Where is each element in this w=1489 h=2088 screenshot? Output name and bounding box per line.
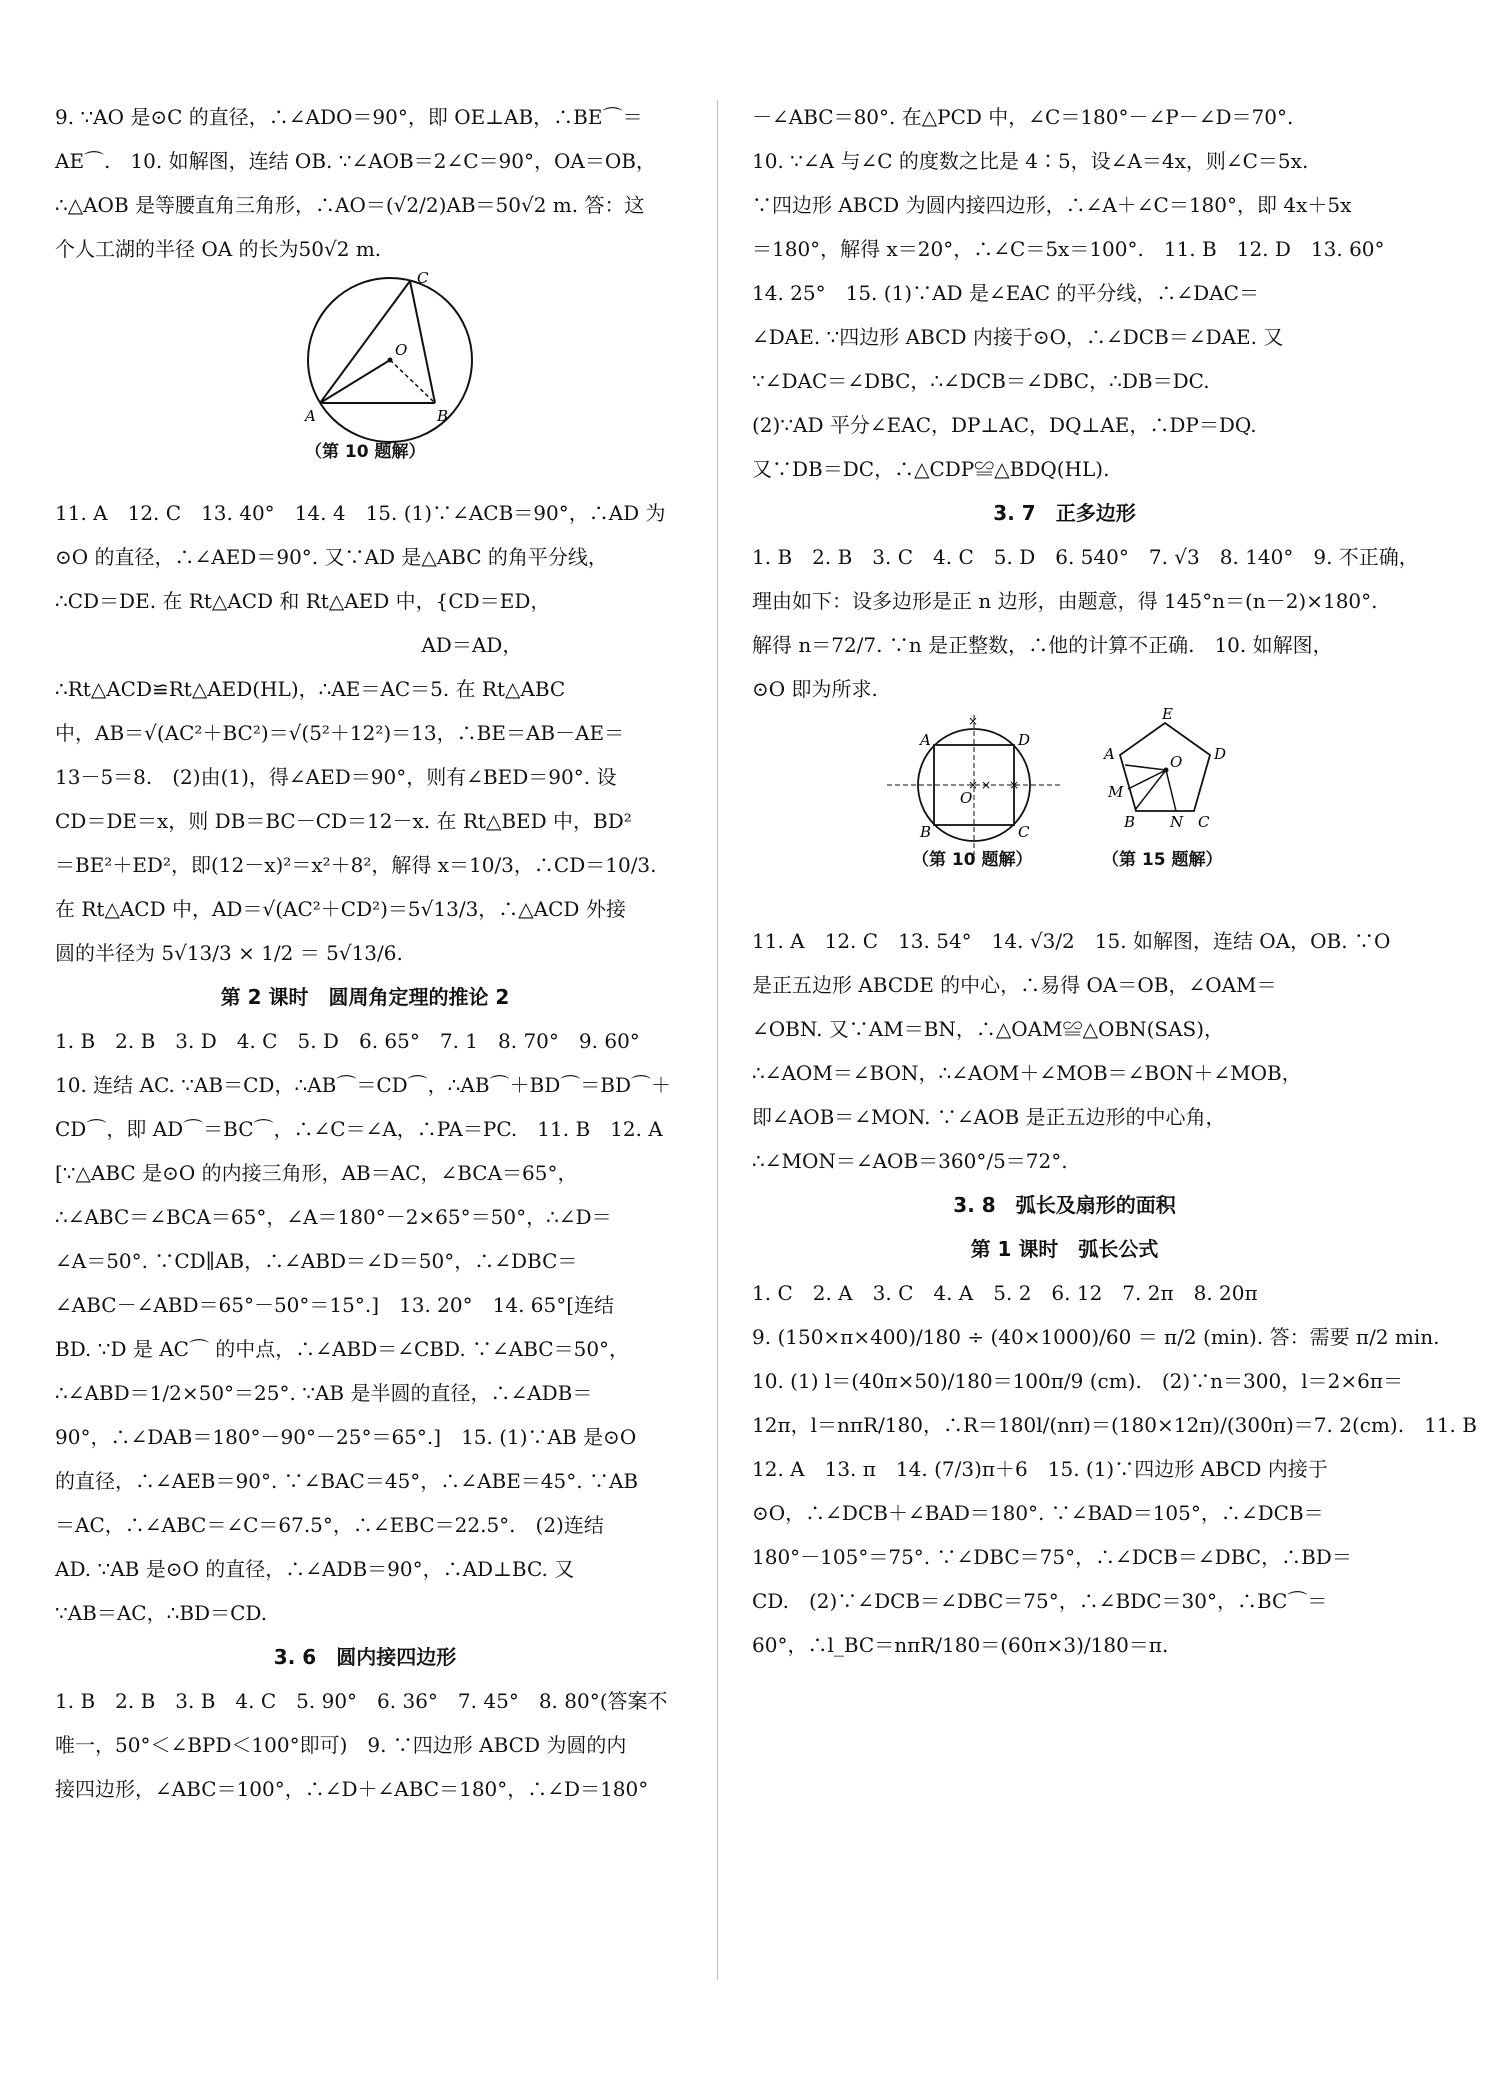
text-line: ∵AB＝AC，∴BD＝CD. bbox=[55, 1601, 268, 1625]
text-line: ⊙O 的直径，∴∠AED＝90°. 又∵AD 是△ABC 的角平分线， bbox=[55, 545, 608, 569]
text-line: 的直径，∴∠AEB＝90°. ∵∠BAC＝45°，∴∠ABE＝45°. ∵AB bbox=[55, 1469, 639, 1493]
label-A: A bbox=[1104, 745, 1115, 763]
text-line: 1. C 2. A 3. C 4. A 5. 2 6. 12 7. 2π 8. 20π bbox=[752, 1281, 1258, 1305]
label-A: A bbox=[920, 731, 931, 749]
text-line: 接四边形，∠ABC＝100°，∴∠D＋∠ABC＝180°，∴∠D＝180° bbox=[55, 1777, 649, 1801]
text-line: ∠ABC－∠ABD＝65°－50°＝15°.] 13. 20° 14. 65°[连结 bbox=[55, 1293, 615, 1317]
text-line: 180°－105°＝75°. ∵∠DBC＝75°，∴∠DCB＝∠DBC，∴BD＝ bbox=[752, 1545, 1352, 1569]
figure-10-circle bbox=[55, 269, 675, 487]
text-line: 9. (150×π×400)/180 ÷ (40×1000)/60 ＝ π/2 (min). 答：需要 π/2 min. bbox=[752, 1325, 1440, 1349]
text-line: ＝BE²＋ED²，即(12－x)²＝x²＋8²，解得 x＝10/3，∴CD＝10/3. bbox=[55, 853, 657, 877]
label-D: D bbox=[1214, 745, 1227, 763]
text-line: ∴∠ABD＝1/2×50°＝25°. ∵AB 是半圆的直径，∴∠ADB＝ bbox=[55, 1381, 593, 1405]
label-O: O bbox=[960, 789, 973, 807]
right-block-1 bbox=[752, 95, 1385, 491]
label-B: B bbox=[920, 823, 932, 841]
text-line: 11. A 12. C 13. 40° 14. 4 15. (1)∵∠ACB＝90°，∴AD 为 bbox=[55, 501, 666, 525]
text-line: －∠ABC＝80°. 在△PCD 中，∠C＝180°－∠P－∠D＝70°. bbox=[752, 105, 1294, 129]
text-line: 60°，∴l_BC＝nπR/180＝(60π×3)/180＝π. bbox=[752, 1633, 1169, 1657]
label-O: O bbox=[1170, 753, 1183, 771]
text-line: ＝AC，∴∠ABC＝∠C＝67.5°，∴∠EBC＝22.5°. (2)连结 bbox=[55, 1513, 604, 1537]
text-line: ∴∠MON＝∠AOB＝360°/5＝72°. bbox=[752, 1149, 1068, 1173]
text-line: ∴∠AOM＝∠BON，∴∠AOM＋∠MOB＝∠BON＋∠MOB， bbox=[752, 1061, 1302, 1085]
text-line: 在 Rt△ACD 中，AD＝√(AC²＋CD²)＝5√13/3，∴△ACD 外接 bbox=[55, 897, 626, 921]
text-line: 90°，∴∠DAB＝180°－90°－25°＝65°.] 15. (1)∵AB 是⊙O bbox=[55, 1425, 637, 1449]
text-line: CD. (2)∵∠DCB＝∠DBC＝75°，∴∠BDC＝30°，∴BC⌒＝ bbox=[752, 1589, 1328, 1613]
label-B: B bbox=[1124, 813, 1136, 831]
section-heading: 3. 8 弧长及扇形的面积 bbox=[953, 1193, 1176, 1217]
label-B: B bbox=[437, 407, 449, 425]
right-block-2 bbox=[752, 535, 1419, 711]
text-line: 理由如下：设多边形是正 n 边形，由题意，得 145°n＝(n－2)×180°. bbox=[752, 589, 1378, 613]
left-block-2 bbox=[55, 491, 675, 975]
section-heading: 3. 7 正多边形 bbox=[993, 501, 1136, 525]
right-column bbox=[752, 95, 1477, 1667]
subsection-heading: 第 1 课时 弧长公式 bbox=[970, 1237, 1159, 1261]
text-line: 14. 25° 15. (1)∵AD 是∠EAC 的平分线，∴∠DAC＝ bbox=[752, 281, 1259, 305]
left-block-3 bbox=[55, 1019, 675, 1635]
text-line: 12π，l＝nπR/180，∴R＝180l/(nπ)＝(180×12π)/(300π)＝7. 2(cm). 11. B bbox=[752, 1413, 1477, 1437]
text-line: BD. ∵D 是 AC⌒ 的中点，∴∠ABD＝∠CBD. ∵∠ABC＝50°， bbox=[55, 1337, 630, 1361]
text-line: 11. A 12. C 13. 54° 14. √3/2 15. 如解图，连结 OA，OB. ∵O bbox=[752, 929, 1391, 953]
text-line: 即∠AOB＝∠MON. ∵∠AOB 是正五边形的中心角， bbox=[752, 1105, 1226, 1129]
left-block-1 bbox=[55, 95, 675, 271]
text-line: 13－5＝8. (2)由(1)，得∠AED＝90°，则有∠BED＝90°. 设 bbox=[55, 765, 617, 789]
figures-10-15 bbox=[752, 705, 1377, 915]
text-line: ∵四边形 ABCD 为圆内接四边形，∴∠A＋∠C＝180°，即 4x＋5x bbox=[752, 193, 1352, 217]
text-line: ∠DAE. ∵四边形 ABCD 内接于⊙O，∴∠DCB＝∠DAE. 又 bbox=[752, 325, 1284, 349]
label-N: N bbox=[1170, 813, 1184, 831]
text-line: [∵△ABC 是⊙O 的内接三角形，AB＝AC，∠BCA＝65°， bbox=[55, 1161, 578, 1185]
section-heading: 第 2 课时 圆周角定理的推论 2 bbox=[220, 985, 510, 1009]
text-line: 1. B 2. B 3. C 4. C 5. D 6. 540° 7. √3 8. 140° 9. 不正确， bbox=[752, 545, 1419, 569]
column-divider bbox=[717, 100, 718, 1980]
figure-caption: （第 10 题解） bbox=[912, 850, 1033, 870]
text-line: 1. B 2. B 3. B 4. C 5. 90° 6. 36° 7. 45° 8. 80°(答案不 bbox=[55, 1689, 668, 1713]
text-line: 10. ∵∠A 与∠C 的度数之比是 4∶5，设∠A＝4x，则∠C＝5x. bbox=[752, 149, 1309, 173]
left-column bbox=[55, 95, 675, 1811]
text-line: ∴∠ABC＝∠BCA＝65°，∠A＝180°－2×65°＝50°，∴∠D＝ bbox=[55, 1205, 612, 1229]
text-line: CD⌒，即 AD⌒＝BC⌒，∴∠C＝∠A，∴PA＝PC. 11. B 12. A bbox=[55, 1117, 663, 1141]
text-line: ＝180°，解得 x＝20°，∴∠C＝5x＝100°. 11. B 12. D 13. 60° bbox=[752, 237, 1385, 261]
text-line: 9. ∵AO 是⊙C 的直径，∴∠ADO＝90°，即 OE⊥AB，∴BE⌒＝ bbox=[55, 105, 643, 129]
text-line: 是正五边形 ABCDE 的中心，∴易得 OA＝OB，∠OAM＝ bbox=[752, 973, 1277, 997]
text-line: 1. B 2. B 3. D 4. C 5. D 6. 65° 7. 1 8. 70° 9. 60° bbox=[55, 1029, 640, 1053]
figure-caption: （第 15 题解） bbox=[1102, 850, 1223, 870]
label-O: O bbox=[395, 341, 408, 359]
label-C: C bbox=[1018, 823, 1030, 841]
label-D: D bbox=[1018, 731, 1031, 749]
text-line: (2)∵AD 平分∠EAC，DP⊥AC，DQ⊥AE，∴DP＝DQ. bbox=[752, 413, 1257, 437]
text-line: AD＝AD， bbox=[55, 633, 523, 657]
text-line: ∴Rt△ACD≌Rt△AED(HL)，∴AE＝AC＝5. 在 Rt△ABC bbox=[55, 677, 566, 701]
text-line: AD. ∵AB 是⊙O 的直径，∴∠ADB＝90°，∴AD⊥BC. 又 bbox=[55, 1557, 575, 1581]
polygon-diagrams bbox=[752, 705, 1377, 915]
svg-text:×: × bbox=[968, 714, 979, 728]
text-line: CD＝DE＝x，则 DB＝BC－CD＝12－x. 在 Rt△BED 中，BD² bbox=[55, 809, 632, 833]
label-A: A bbox=[305, 407, 316, 425]
text-line: ∵∠DAC＝∠DBC，∴∠DCB＝∠DBC，∴DB＝DC. bbox=[752, 369, 1210, 393]
svg-text:×: × bbox=[1009, 778, 1020, 792]
label-M: M bbox=[1108, 783, 1124, 801]
text-line: 又∵DB＝DC，∴△CDP≌△BDQ(HL). bbox=[752, 457, 1110, 481]
text-line: ⊙O 即为所求. bbox=[752, 677, 878, 701]
label-E: E bbox=[1162, 705, 1173, 723]
left-block-4 bbox=[55, 1679, 675, 1811]
text-line: 10. (1) l＝(40π×50)/180＝100π/9 (cm). (2)∵n＝300，l＝2×6π＝ bbox=[752, 1369, 1403, 1393]
right-block-3 bbox=[752, 919, 1391, 1183]
text-line: ∠A＝50°. ∵CD∥AB，∴∠ABD＝∠D＝50°，∴∠DBC＝ bbox=[55, 1249, 578, 1273]
section-heading: 3. 6 圆内接四边形 bbox=[273, 1645, 457, 1669]
label-C: C bbox=[417, 269, 429, 287]
text-line: 10. 连结 AC. ∵AB＝CD，∴AB⌒＝CD⌒，∴AB⌒＋BD⌒＝BD⌒＋ bbox=[55, 1073, 672, 1097]
text-line: ∠OBN. 又∵AM＝BN，∴△OAM≌△OBN(SAS)， bbox=[752, 1017, 1225, 1041]
text-line: ⊙O，∴∠DCB＋∠BAD＝180°. ∵∠BAD＝105°，∴∠DCB＝ bbox=[752, 1501, 1324, 1525]
right-block-4 bbox=[752, 1271, 1477, 1667]
text-line: ∴CD＝DE. 在 Rt△ACD 和 Rt△AED 中，{CD＝ED， bbox=[55, 589, 551, 613]
text-line: 圆的半径为 5√13/3 × 1/2 ＝ 5√13/6. bbox=[55, 941, 403, 965]
label-C: C bbox=[1198, 813, 1210, 831]
text-line: ∴△AOB 是等腰直角三角形，∴AO＝(√2/2)AB＝50√2 m. 答：这 bbox=[55, 193, 645, 217]
text-line: 解得 n＝72/7. ∵n 是正整数，∴他的计算不正确. 10. 如解图， bbox=[752, 633, 1333, 657]
figure-caption: （第 10 题解） bbox=[305, 442, 426, 462]
text-line: 唯一，50°＜∠BPD＜100°即可) 9. ∵四边形 ABCD 为圆的内 bbox=[55, 1733, 627, 1757]
text-line: AE⌒. 10. 如解图，连结 OB. ∵∠AOB＝2∠C＝90°，OA＝OB， bbox=[55, 149, 656, 173]
svg-text:×: × bbox=[981, 778, 992, 792]
text-line: 12. A 13. π 14. (7/3)π＋6 15. (1)∵四边形 ABCD 内接于 bbox=[752, 1457, 1328, 1481]
svg-text:×: × bbox=[968, 778, 979, 792]
text-line: 中，AB＝√(AC²＋BC²)＝√(5²＋12²)＝13，∴BE＝AB－AE＝ bbox=[55, 721, 625, 745]
text-line: 个人工湖的半径 OA 的长为50√2 m. bbox=[55, 237, 382, 261]
